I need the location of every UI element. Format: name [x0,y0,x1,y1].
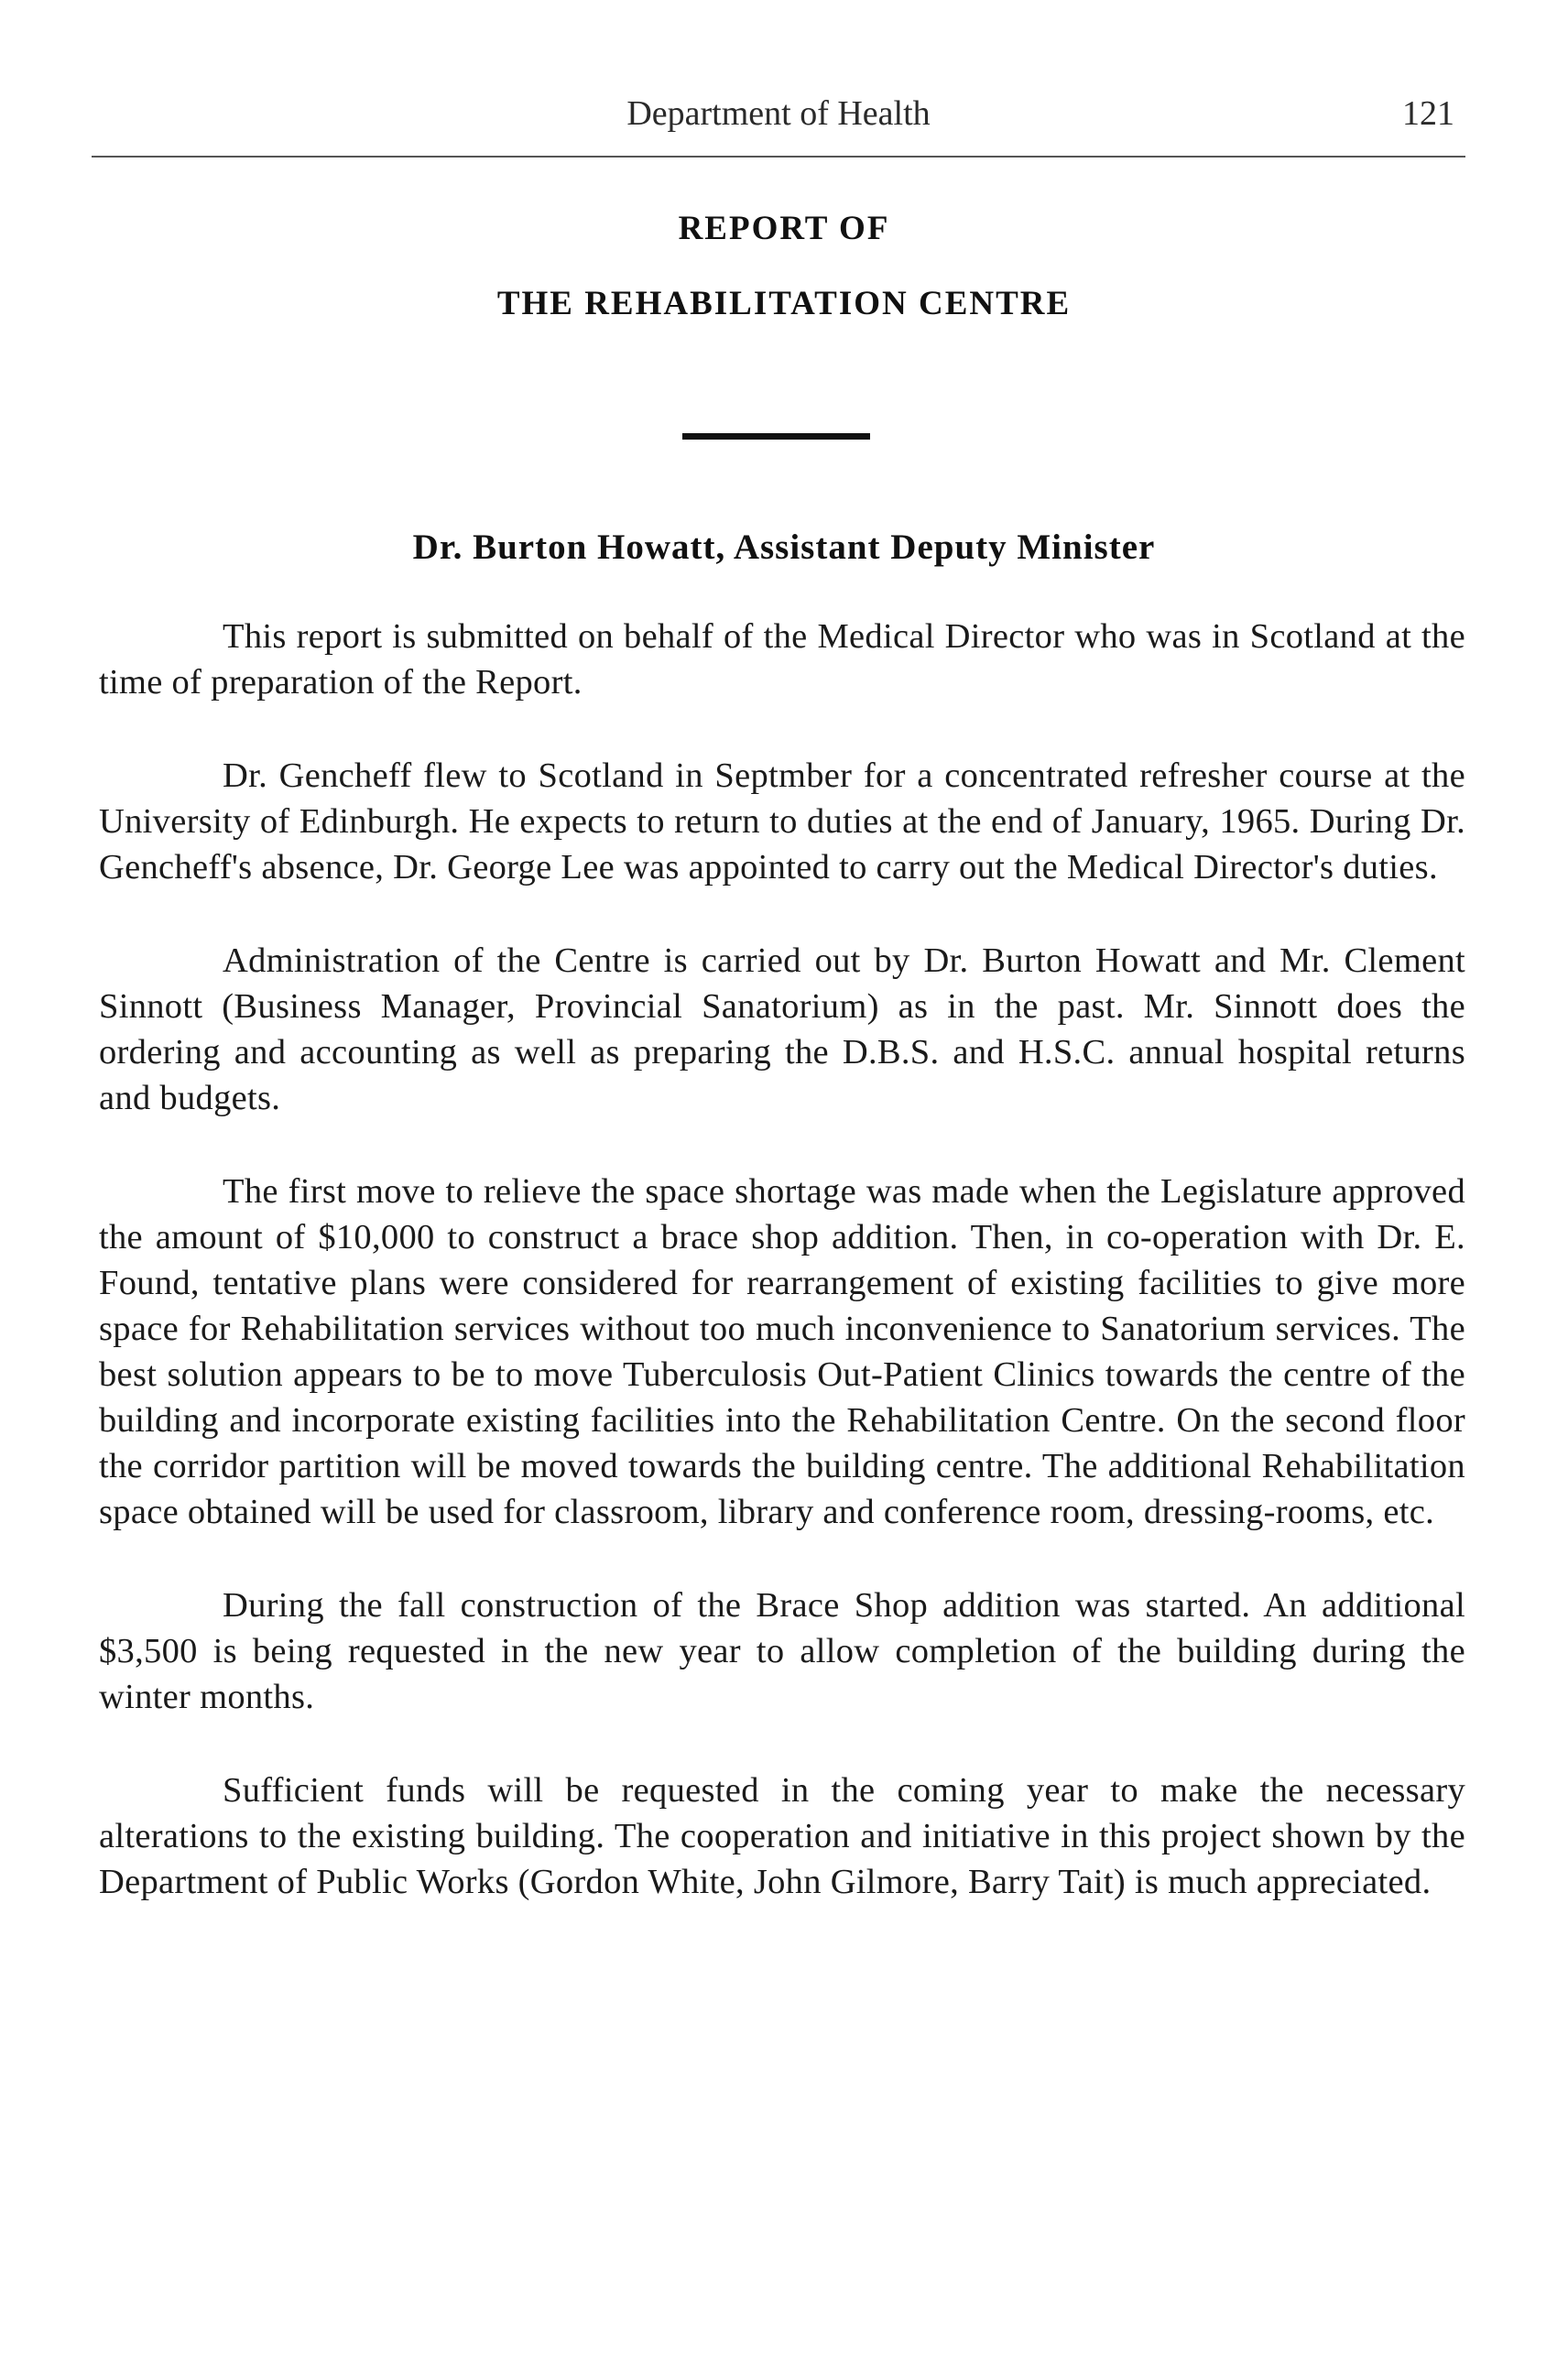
header-title: Department of Health [626,94,931,133]
report-title-line-2: THE REHABILITATION CENTRE [496,285,1072,322]
report-body [99,614,1465,1952]
header-rule [92,156,1465,158]
running-header [92,93,1465,145]
paragraph-gencheff: Dr. Gencheff flew to Scotland in Septmber for a concentrated refresher course at the University of Edinburgh. He expects to return to duties at the end of January, 1965. During Dr. Gencheff's absence, Dr. George Lee was appointed to carry out the Medical Director's duties. [99,756,1465,886]
paragraph-submission: This report is submitted on behalf of the Medical Director who was in Scotland at the time of preparation of the Report. [99,617,1465,702]
paragraph-brace-shop: During the fall construction of the Brace Shop addition was started. An additional $3,500 is being requested in the new year to allow completion of the building during the winter months. [99,1586,1465,1716]
paragraph-space-shortage: The first move to relieve the space shortage was made when the Legislature approved the amount of $10,000 to construct a brace shop addition. Then, in co-operation with Dr. E. Found, tentative plans were considered for rearrangement of existing facilities to give more space for Rehabilitation services without too much inconvenience to Sanatorium services. The best solution appears to be to move Tuberculosis Out-Patient Clinics towards the centre of the building and incorporate existing facilities into the Rehabilitation Centre. On the second floor the corridor partition will be moved towards the building centre. The additional Rehabilitation space obtained will be used for classroom, library and conference room, dressing-rooms, etc. [99,1172,1465,1531]
report-title-line-1: REPORT OF [678,210,890,247]
paragraph-administration: Administration of the Centre is carried out by Dr. Burton Howatt and Mr. Clement Sinnott (Business Manager, Provincial Sanatorium) as in the past. Mr. Sinnott does the ordering and accounting as well as preparing the D.B.S. and H.S.C. annual hospital returns and budgets. [99,941,1465,1117]
page-number: 121 [1402,94,1454,133]
paragraph-funds: Sufficient funds will be requested in the coming year to make the necessary alterations to the existing building. The cooperation and initiative in this project shown by the Department of Public Works (Gordon White, John Gilmore, Barry Tait) is much appreciated. [99,1771,1465,1901]
author-byline: Dr. Burton Howatt, Assistant Deputy Minister [412,527,1156,567]
title-divider [682,433,870,440]
